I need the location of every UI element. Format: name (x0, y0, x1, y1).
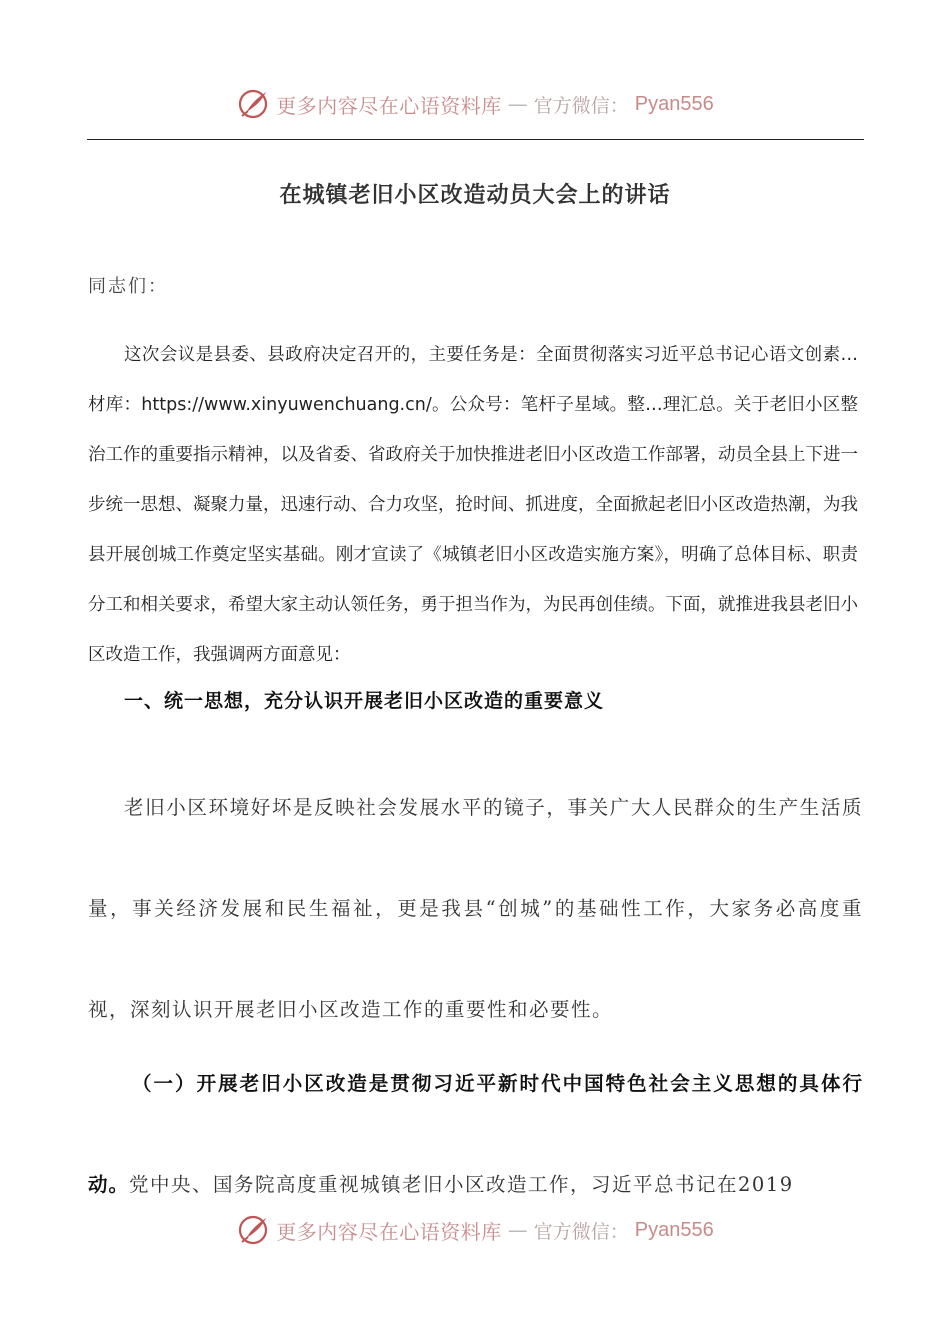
section-heading-1: 一、统一思想，充分认识开展老旧小区改造的重要意义 (124, 690, 605, 712)
quill-pen-logo-icon (236, 87, 270, 121)
subsection-lead: （一）开展老旧小区改造是贯彻习近平新时代中国特色社会主义思想的具体行动。 (88, 1072, 863, 1196)
watermark-id: Pyan556 (634, 1218, 714, 1241)
salutation: 同志们： (88, 276, 168, 297)
paragraph-subsection-1 (88, 1033, 863, 1235)
watermark-dash: — (507, 92, 528, 116)
paragraph-section-1: 老旧小区环境好坏是反映社会发展水平的镜子，事关广大人民群众的生产生活质量，事关经济发展和民生福祉，更是我县“创城”的基础性工作，大家务必高度重视，深刻认识开展老旧小区改造工作的重要性和必要性。 (88, 796, 863, 1021)
header-watermark (0, 82, 950, 126)
footer-watermark (0, 1208, 950, 1252)
watermark-label: 官方微信： (533, 1220, 629, 1243)
document-title: 在城镇老旧小区改造动员大会上的讲话 (279, 183, 671, 208)
watermark-text: 更多内容尽在心语资料库 (276, 93, 502, 118)
header-divider (87, 139, 864, 140)
watermark-label: 官方微信： (533, 94, 629, 117)
subsection-text: 党中央、国务院高度重视城镇老旧小区改造工作，习近平总书记在2019 (129, 1173, 794, 1196)
watermark-id: Pyan556 (634, 92, 714, 115)
paragraph-intro: 这次会议是县委、县政府决定召开的，主要任务是：全面贯彻落实习近平总书记心语文创素…材库：https://www.xinyuwenchuang.cn/。公众号：笔杆子星域。整…理汇总。关于老旧小区整治工作的重要指示精神，以及省委、省政府关于加快推进老旧小区改造工作部署，动员全县上下进一步统一思想、凝聚力量，迅速行动、合力攻坚，抢时间、抓进度，全面掀起老旧小区改造热潮，为我县开展创城工作奠定坚实基础。刚才宣读了《城镇老旧小区改造实施方案》，明确了总体目标、职责分工和相关要求，希望大家主动认领任务，勇于担当作为，为民再创佳绩。下面，就推进我县老旧小区改造工作，我强调两方面意见： (88, 345, 858, 665)
quill-pen-logo-icon (236, 1213, 270, 1247)
watermark-dash: — (507, 1218, 528, 1242)
watermark-text: 更多内容尽在心语资料库 (276, 1219, 502, 1244)
